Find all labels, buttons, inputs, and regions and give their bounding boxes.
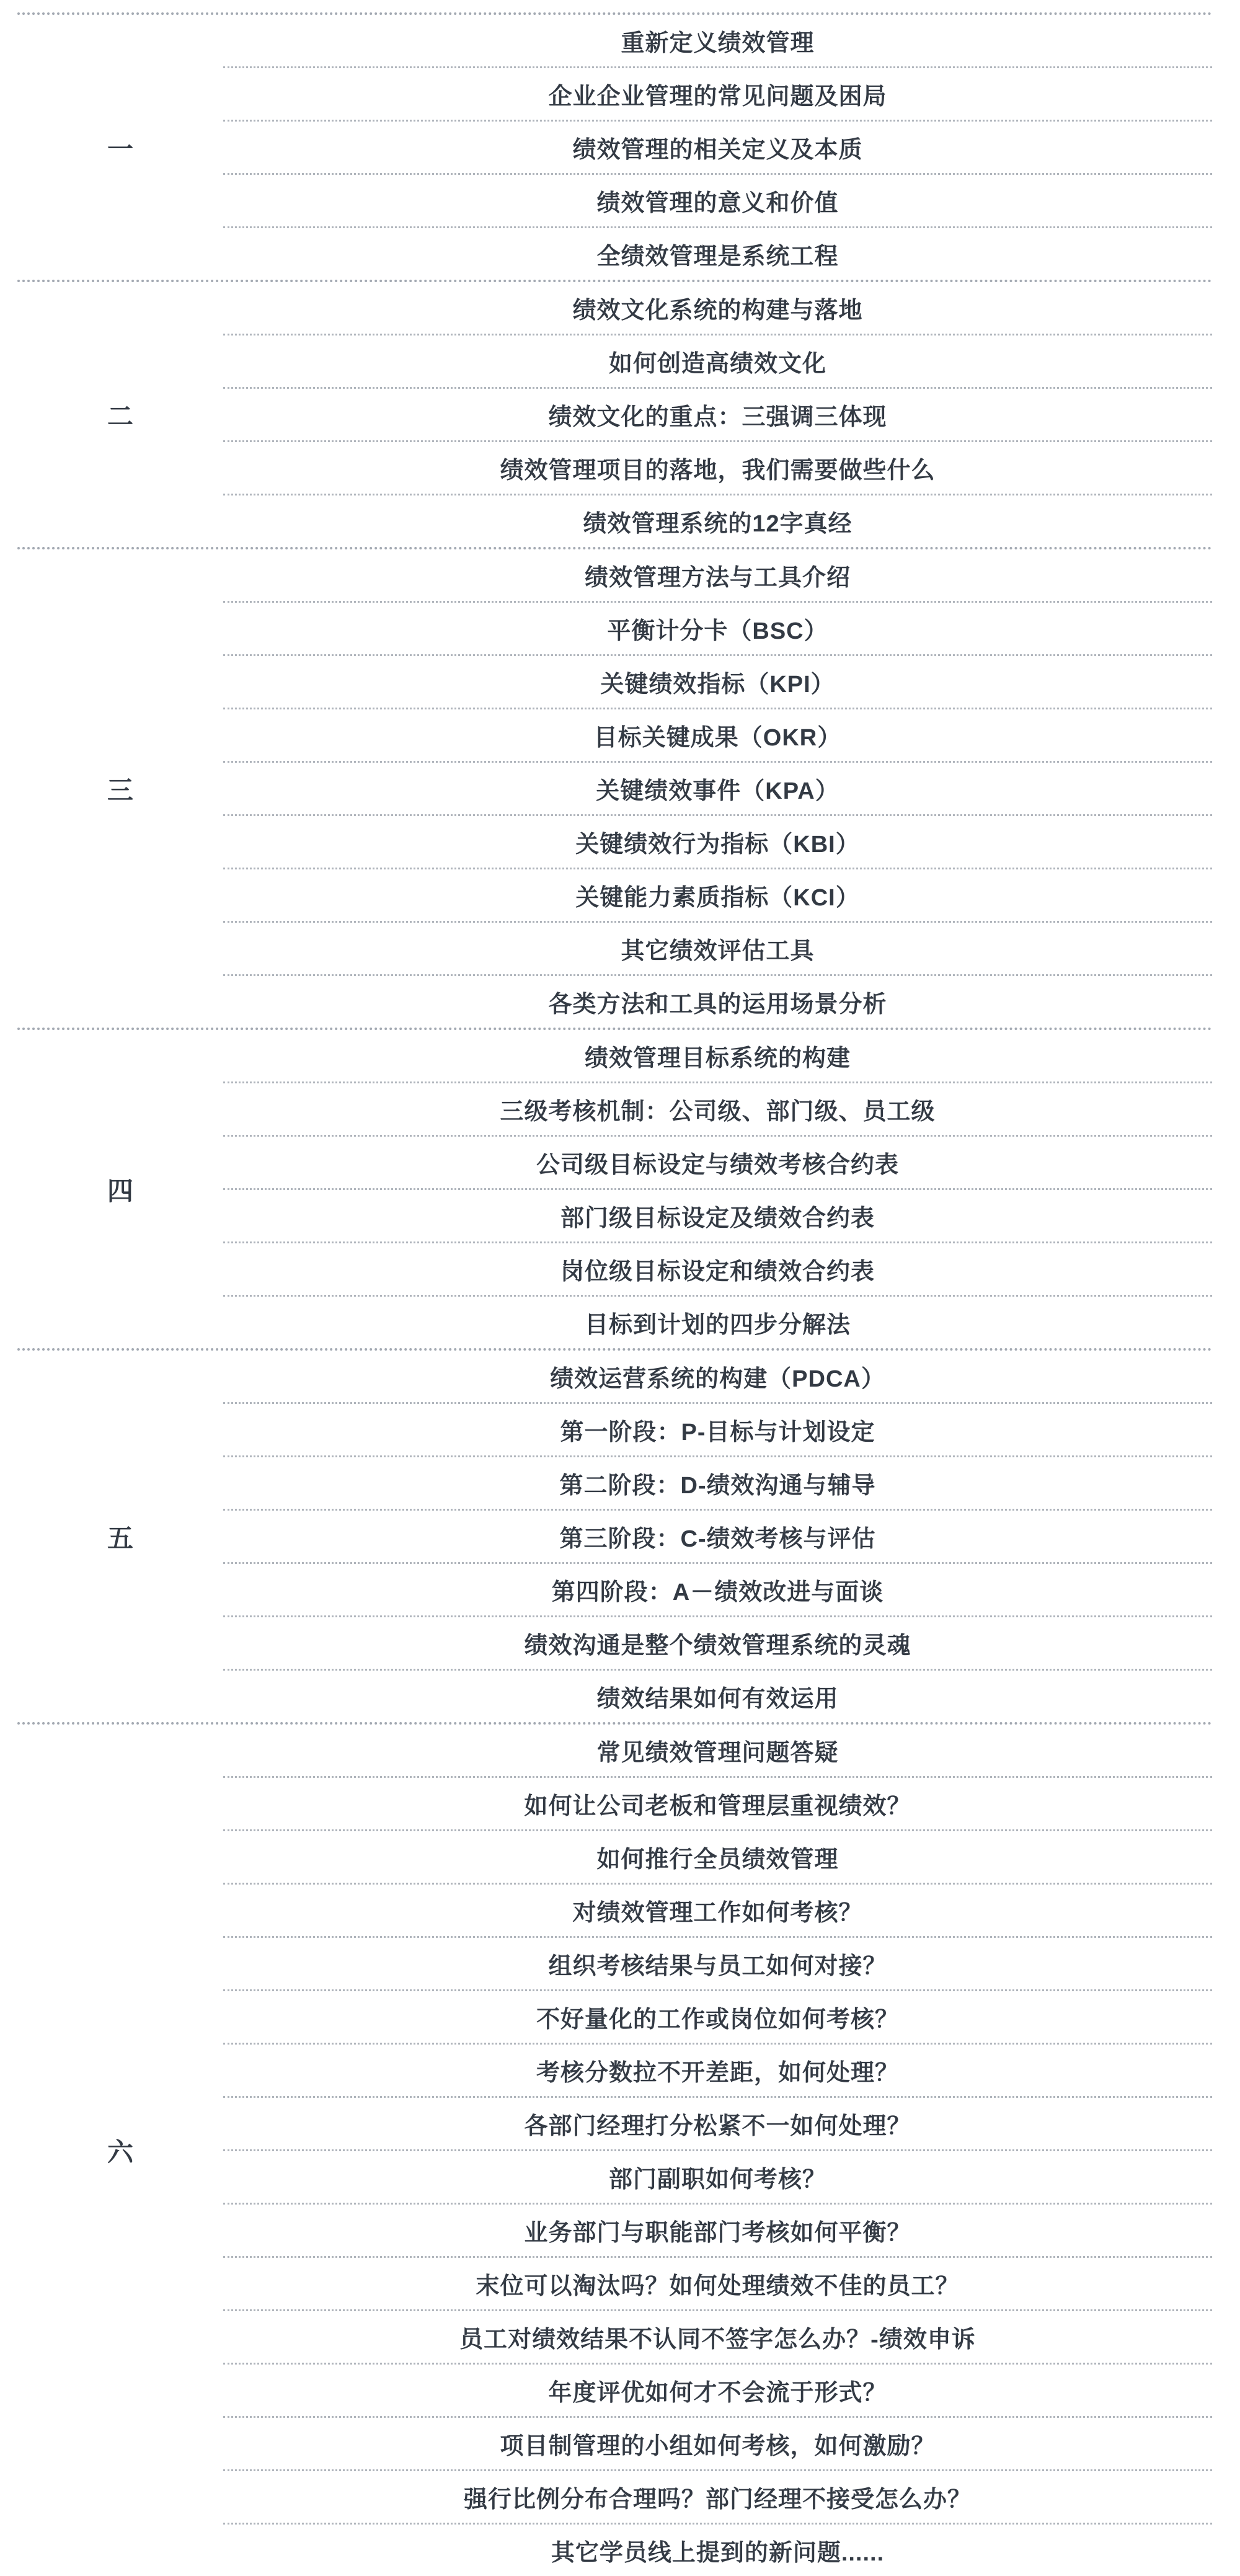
topic-row: 平衡计分卡（BSC） <box>223 601 1212 654</box>
section-number-label: 二 <box>107 401 133 431</box>
topic-row: 考核分数拉不开差距，如何处理？ <box>223 2043 1212 2096</box>
topic-row: 关键能力素质指标（KCI） <box>223 868 1212 921</box>
section-2 <box>17 282 1212 549</box>
topic-row: 项目制管理的小组如何考核，如何激励？ <box>223 2416 1212 2469</box>
topic-row: 绩效管理方法与工具介绍 <box>584 565 851 591</box>
topic-row: 第一阶段：P-目标与计划设定 <box>223 1402 1212 1455</box>
topic-row: 第四阶段：A－绩效改进与面谈 <box>223 1562 1212 1615</box>
section-1 <box>17 15 1212 282</box>
topic-row: 其它学员线上提到的新问题...... <box>223 2523 1212 2576</box>
topic-row: 业务部门与职能部门考核如何平衡？ <box>223 2203 1212 2256</box>
section-number-label: 五 <box>107 1523 133 1553</box>
topic-row: 员工对绩效结果不认同不签字怎么办？-绩效申诉 <box>223 2309 1212 2363</box>
topic-row: 关键绩效指标（KPI） <box>223 654 1212 708</box>
topic-row: 关键绩效行为指标（KBI） <box>223 814 1212 868</box>
section-topic-list <box>223 1725 1212 2576</box>
topic-row: 重新定义绩效管理 <box>621 30 815 56</box>
section-number-label: 三 <box>107 775 133 805</box>
section-number-label: 一 <box>107 134 133 164</box>
topic-row: 如何让公司老板和管理层重视绩效？ <box>223 1776 1212 1829</box>
topic-row: 岗位级目标设定和绩效合约表 <box>223 1241 1212 1295</box>
section-topic-list <box>223 282 1212 547</box>
section-topic-list <box>223 549 1212 1028</box>
topic-row: 公司级目标设定与绩效考核合约表 <box>223 1135 1212 1188</box>
topic-row: 绩效沟通是整个绩效管理系统的灵魂 <box>223 1615 1212 1669</box>
topic-row: 关键绩效事件（KPA） <box>223 761 1212 814</box>
section-topic-list <box>223 15 1212 280</box>
topic-row: 三级考核机制：公司级、部门级、员工级 <box>223 1081 1212 1135</box>
topic-row: 企业企业管理的常见问题及困局 <box>223 66 1212 120</box>
section-topic-list <box>223 1351 1212 1722</box>
section-4 <box>17 1030 1212 1351</box>
topic-row: 不好量化的工作或岗位如何考核？ <box>223 1989 1212 2043</box>
section-number-label: 六 <box>107 2137 133 2167</box>
topic-row: 如何创造高绩效文化 <box>223 334 1212 387</box>
topic-row: 目标关键成果（OKR） <box>223 708 1212 761</box>
topic-row: 绩效运营系统的构建（PDCA） <box>550 1366 885 1392</box>
topic-row: 末位可以淘汰吗？如何处理绩效不佳的员工？ <box>223 2256 1212 2309</box>
topic-row: 第三阶段：C-绩效考核与评估 <box>223 1509 1212 1562</box>
topic-row: 绩效管理系统的12字真经 <box>223 494 1212 547</box>
topic-row: 强行比例分布合理吗？部门经理不接受怎么办？ <box>223 2469 1212 2523</box>
topic-row: 部门副职如何考核？ <box>223 2149 1212 2203</box>
topic-row: 常见绩效管理问题答疑 <box>596 1740 839 1766</box>
section-3 <box>17 549 1212 1030</box>
topic-row: 目标到计划的四步分解法 <box>223 1295 1212 1348</box>
topic-row: 第二阶段：D-绩效沟通与辅导 <box>223 1455 1212 1509</box>
topic-row: 绩效管理的意义和价值 <box>223 173 1212 226</box>
topic-row: 绩效管理目标系统的构建 <box>584 1046 851 1072</box>
topic-row: 部门级目标设定及绩效合约表 <box>223 1188 1212 1241</box>
topic-row: 对绩效管理工作如何考核？ <box>223 1883 1212 1936</box>
topic-row: 其它绩效评估工具 <box>223 921 1212 974</box>
topic-row: 绩效管理项目的落地，我们需要做些什么 <box>223 440 1212 494</box>
section-number-label: 四 <box>107 1176 133 1206</box>
topic-row: 绩效文化系统的构建与落地 <box>572 298 863 324</box>
topic-row: 各部门经理打分松紧不一如何处理？ <box>223 2096 1212 2149</box>
section-5 <box>17 1351 1212 1725</box>
topic-row: 组织考核结果与员工如何对接？ <box>223 1936 1212 1989</box>
topic-row: 绩效管理的相关定义及本质 <box>223 120 1212 173</box>
topic-row: 各类方法和工具的运用场景分析 <box>223 974 1212 1028</box>
section-topic-list <box>223 1030 1212 1348</box>
section-6 <box>17 1725 1212 2576</box>
topic-row: 全绩效管理是系统工程 <box>223 226 1212 280</box>
topic-row: 年度评优如何才不会流于形式？ <box>223 2363 1212 2416</box>
topic-row: 如何推行全员绩效管理 <box>223 1829 1212 1883</box>
topic-row: 绩效文化的重点：三强调三体现 <box>223 387 1212 440</box>
topic-row: 绩效结果如何有效运用 <box>223 1669 1212 1722</box>
course-outline-table <box>17 12 1212 2576</box>
